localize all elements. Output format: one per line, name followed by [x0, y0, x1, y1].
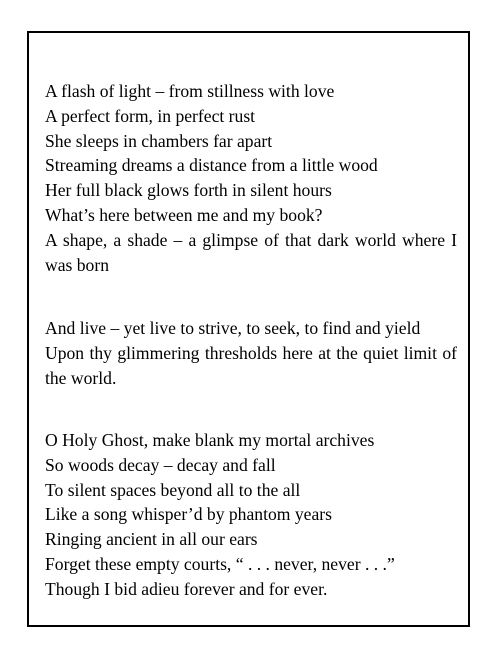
- stanza-1: [45, 79, 457, 277]
- poem-line: Upon thy glimmering thresholds here at the quiet limit of the world.: [45, 342, 457, 388]
- poem-line: To silent spaces beyond all to the all: [45, 479, 301, 500]
- poem-line: O Holy Ghost, make blank my mortal archives: [45, 430, 375, 450]
- poem-line: A shape, a shade – a glimpse of that dark world where I was born: [45, 229, 457, 275]
- poem-line: Like a song whisper’d by phantom years: [45, 504, 332, 525]
- poem-line: Her full black glows forth in silent hours: [45, 180, 332, 201]
- poem-line: A perfect form, in perfect rust: [45, 105, 256, 126]
- poem-line: Streaming dreams a distance from a little wood: [45, 155, 378, 176]
- poem-line: What’s here between me and my book?: [45, 204, 323, 225]
- poem-line: Ringing ancient in all our ears: [45, 529, 258, 550]
- poem-line: Forget these empty courts, “ . . . never, never . . .”: [45, 553, 395, 574]
- poem-line: And live – yet live to strive, to seek, to find and yield: [45, 318, 421, 338]
- poem-line: So woods decay – decay and fall: [45, 454, 276, 475]
- stanza-3: [45, 428, 457, 602]
- stanza-2: [45, 316, 457, 390]
- poem-line: A flash of light – from stillness with love: [45, 81, 335, 101]
- poem-line: Though I bid adieu forever and for ever.: [45, 578, 328, 599]
- poem-line: She sleeps in chambers far apart: [45, 130, 273, 151]
